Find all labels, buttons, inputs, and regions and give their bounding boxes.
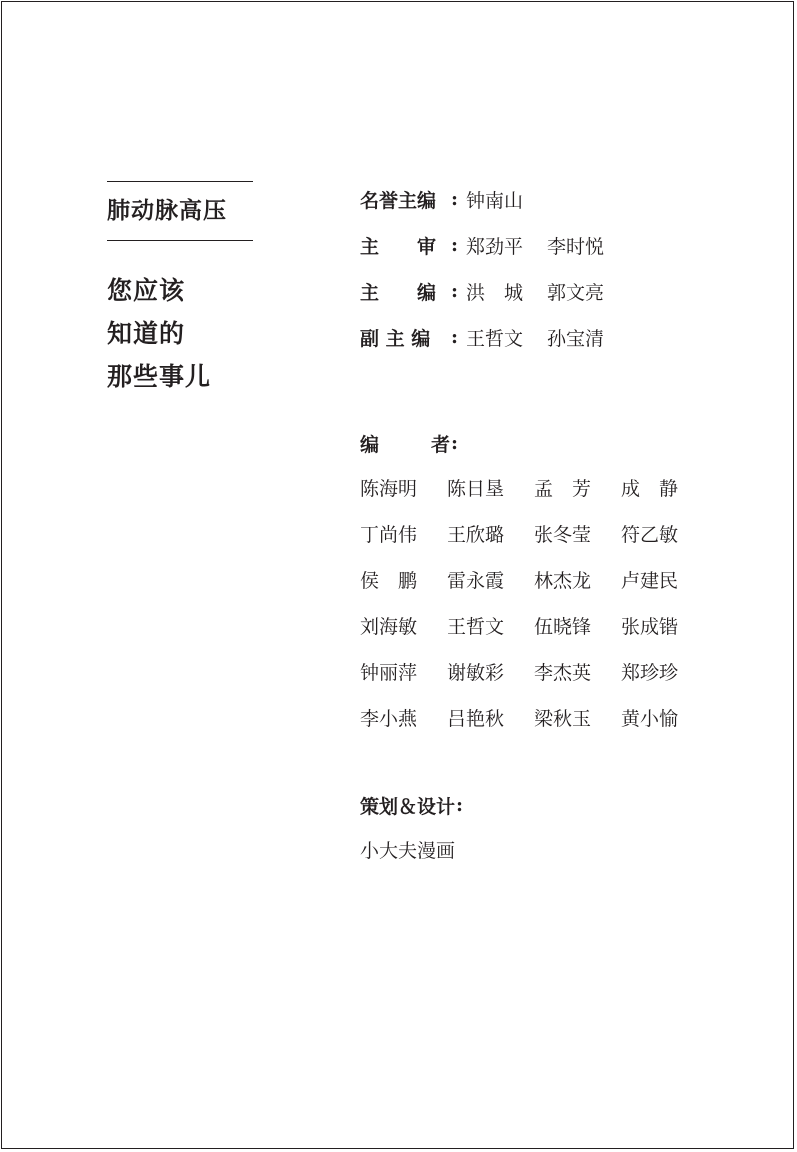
credit-names [466,186,547,213]
design-credit: 小大夫漫画 [360,840,456,862]
credit-role: 主 编 [360,281,437,304]
editor-name: 成 静 [621,478,679,500]
editor-name: 吕艳秋 [447,708,505,730]
credit-row-chief-editor [360,268,700,314]
editor-name: 陈海明 [360,478,418,500]
credit-name: 李时悦 [547,235,605,258]
credit-colon: : [451,326,459,348]
credit-colon: : [451,234,459,256]
credit-name: 王哲文 [466,327,524,350]
editor-name: 黄小愉 [621,708,679,730]
editor-name: 梁秋玉 [534,708,592,730]
editors-heading-text: 编 者 [360,433,450,456]
credit-role: 名誉主编 [360,189,437,212]
credit-names [466,278,628,305]
design-heading [360,782,700,828]
credit-names [466,324,628,351]
editor-name: 李杰英 [534,662,592,684]
credit-row-associate-editor [360,314,700,360]
editor-name: 孟 芳 [534,478,592,500]
title-bottom-rule [107,240,253,241]
editor-name: 张冬莹 [534,524,592,546]
book-subtitle [107,269,253,398]
credit-name: 郑劲平 [466,235,524,258]
editor-name: 谢敏彩 [447,662,505,684]
editor-name: 陈日垦 [447,478,505,500]
design-colon: : [456,794,464,816]
credit-row-chief-reviewer [360,222,700,268]
credit-colon: : [451,280,459,302]
editor-name: 林杰龙 [534,570,592,592]
editor-name: 张成锴 [621,616,679,638]
editor-name: 王哲文 [447,616,505,638]
editor-name: 郑珍珍 [621,662,679,684]
credit-colon: : [451,188,459,210]
editor-name: 李小燕 [360,708,418,730]
editor-name: 钟丽萍 [360,662,418,684]
credit-names [466,232,628,259]
subtitle-line: 那些事儿 [107,362,212,391]
credits-section [360,176,700,874]
book-title: 肺动脉高压 [107,197,227,224]
credit-name: 郭文亮 [547,281,605,304]
subtitle-line: 您应该 [107,276,186,305]
editor-name: 侯 鹏 [360,570,418,592]
editors-colon: : [451,432,459,454]
editor-name: 王欣璐 [447,524,505,546]
book-title-block [107,181,253,398]
editor-name: 伍晓锋 [534,616,592,638]
design-heading-text: 策划＆设计 [360,795,456,818]
editor-name: 雷永霞 [447,570,505,592]
credit-role: 副 主 编 [360,327,431,350]
editors-heading [360,420,700,466]
credit-name: 洪 城 [466,281,524,304]
editor-name: 卢建民 [621,570,679,592]
editor-name: 丁尚伟 [360,524,418,546]
credit-name: 钟南山 [466,189,524,212]
subtitle-line: 知道的 [107,319,186,348]
credit-name: 孙宝清 [547,327,605,350]
editor-name: 符乙敏 [621,524,679,546]
credit-row-honorary-editor [360,176,700,222]
credit-role: 主 审 [360,235,437,258]
editors-list [360,466,700,742]
editor-name: 刘海敏 [360,616,418,638]
